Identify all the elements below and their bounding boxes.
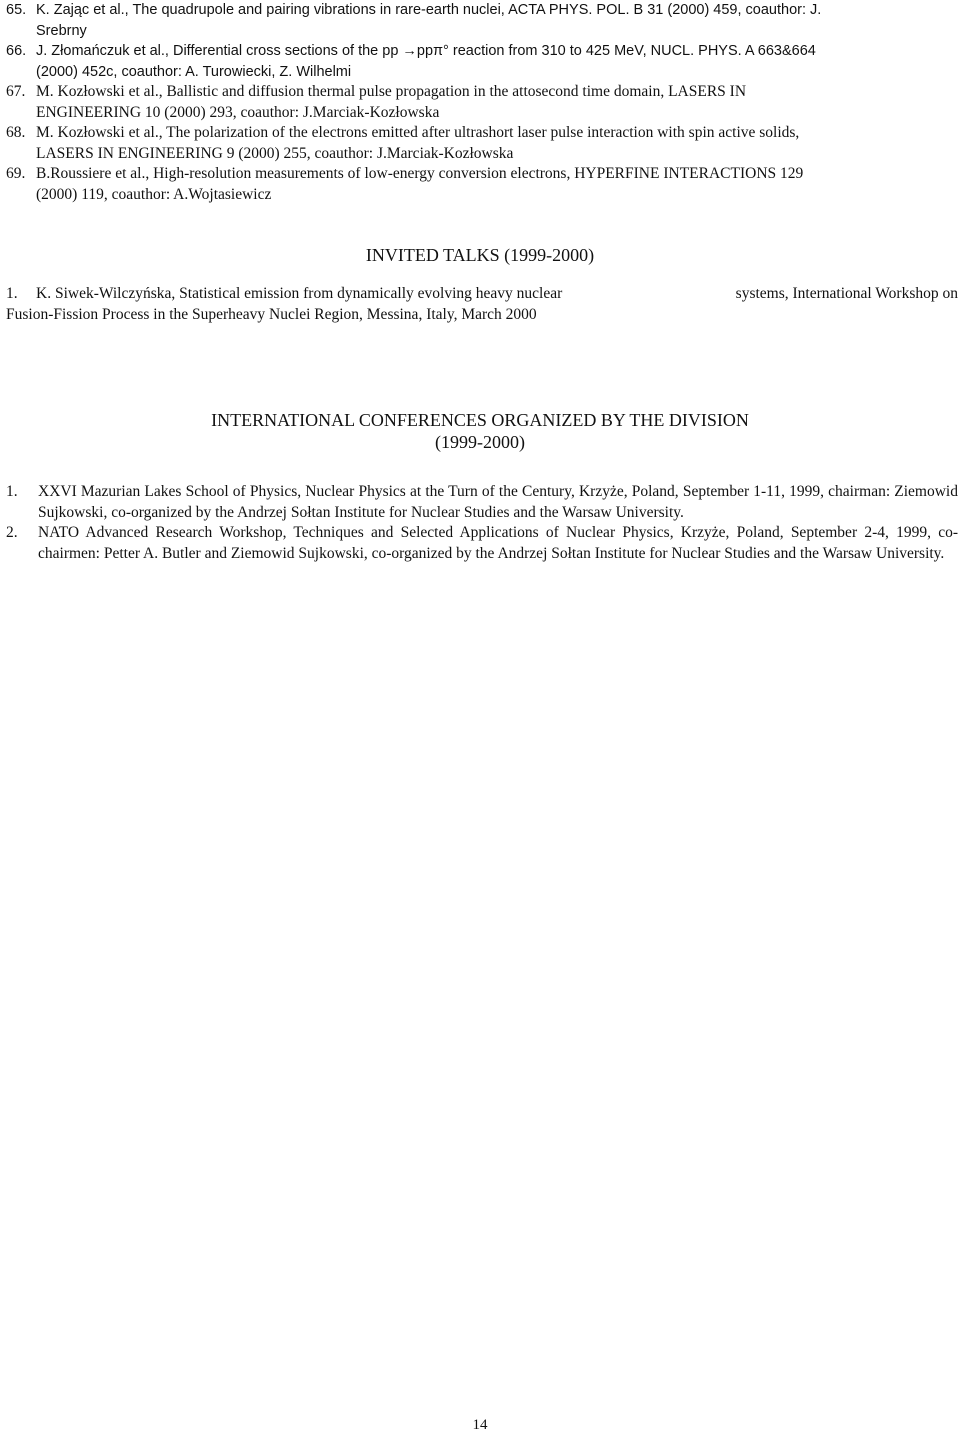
reference-item bbox=[6, 0, 958, 41]
page-number: 14 bbox=[472, 1417, 488, 1433]
reference-text: M. Kozłowski et al., The polarization of the electrons emitted after ultrashort laser pulse interaction with spin active solids, bbox=[36, 124, 800, 141]
conferences-heading-line2: (1999-2000) bbox=[435, 432, 525, 452]
reference-number: 68. bbox=[6, 124, 26, 141]
reference-item bbox=[6, 123, 958, 164]
conference-number: 1. bbox=[6, 483, 18, 500]
invited-talk-item bbox=[6, 284, 958, 325]
talk-text: K. Siwek-Wilczyńska, Statistical emission from dynamically evolving heavy nuclear bbox=[36, 285, 563, 302]
conference-number: 2. bbox=[6, 524, 18, 541]
invited-talks-heading: INVITED TALKS (1999-2000) bbox=[365, 245, 595, 265]
reference-text-continued: LASERS IN ENGINEERING 9 (2000) 255, coauthor: J.Marciak-Kozłowska bbox=[36, 144, 514, 162]
reference-text-continued: Srebrny bbox=[36, 22, 87, 39]
conferences-heading-line1: INTERNATIONAL CONFERENCES ORGANIZED BY THE DIVISION bbox=[211, 410, 749, 430]
conference-item bbox=[6, 482, 958, 523]
talk-number: 1. bbox=[6, 285, 18, 302]
reference-item bbox=[6, 82, 958, 123]
conferences-list bbox=[6, 482, 958, 564]
reference-text-continued: (2000) 452c, coauthor: A. Turowiecki, Z. Wilhelmi bbox=[36, 63, 352, 80]
conference-text: XXVI Mazurian Lakes School of Physics, Nuclear Physics at the Turn of the Century, Krzyże, Poland, September 1-11, 1999, chairman: Ziemowid Sujkowski, co-organized by the Andrzej Sołtan Institute for Nuclear Studies and the Warsaw University. bbox=[38, 483, 958, 521]
reference-number: 69. bbox=[6, 165, 26, 182]
reference-text: M. Kozłowski et al., Ballistic and diffusion thermal pulse propagation in the attosecond time domain, LASERS IN bbox=[36, 83, 747, 100]
talk-text-continued: Fusion-Fission Process in the Superheavy Nuclei Region, Messina, Italy, March 2000 bbox=[6, 305, 537, 323]
reference-text: K. Zając et al., The quadrupole and pairing vibrations in rare-earth nuclei, ACTA PHYS. POL. B 31 (2000) 459, coauthor: J. bbox=[36, 2, 822, 18]
reference-text-continued: ENGINEERING 10 (2000) 293, coauthor: J.Marciak-Kozłowska bbox=[36, 103, 440, 121]
conference-item bbox=[6, 523, 958, 564]
conferences-heading bbox=[0, 409, 960, 453]
talk-text-right: systems, International Workshop on bbox=[735, 285, 958, 302]
reference-text: J. Złomańczuk et al., Differential cross sections of the pp →ppπ° reaction from 310 to 425 MeV, NUCL. PHYS. A 663&664 bbox=[36, 43, 816, 59]
conference-text: NATO Advanced Research Workshop, Techniques and Selected Applications of Nuclear Physics, Krzyże, Poland, September 2-4, 1999, co-chairmen: Petter A. Butler and Ziemowid Sujkowski, co-organized by the Andrzej Sołtan Institute for Nuclear Studies and the Warsaw University. bbox=[38, 524, 958, 562]
reference-text-continued: (2000) 119, coauthor: A.Wojtasiewicz bbox=[36, 185, 272, 203]
reference-text: B.Roussiere et al., High-resolution measurements of low-energy conversion electrons, HYPERFINE INTERACTIONS 129 bbox=[36, 165, 804, 182]
reference-item bbox=[6, 164, 958, 205]
reference-number: 66. bbox=[6, 43, 27, 59]
reference-item bbox=[6, 41, 958, 82]
reference-number: 65. bbox=[6, 2, 27, 18]
reference-number: 67. bbox=[6, 83, 26, 100]
